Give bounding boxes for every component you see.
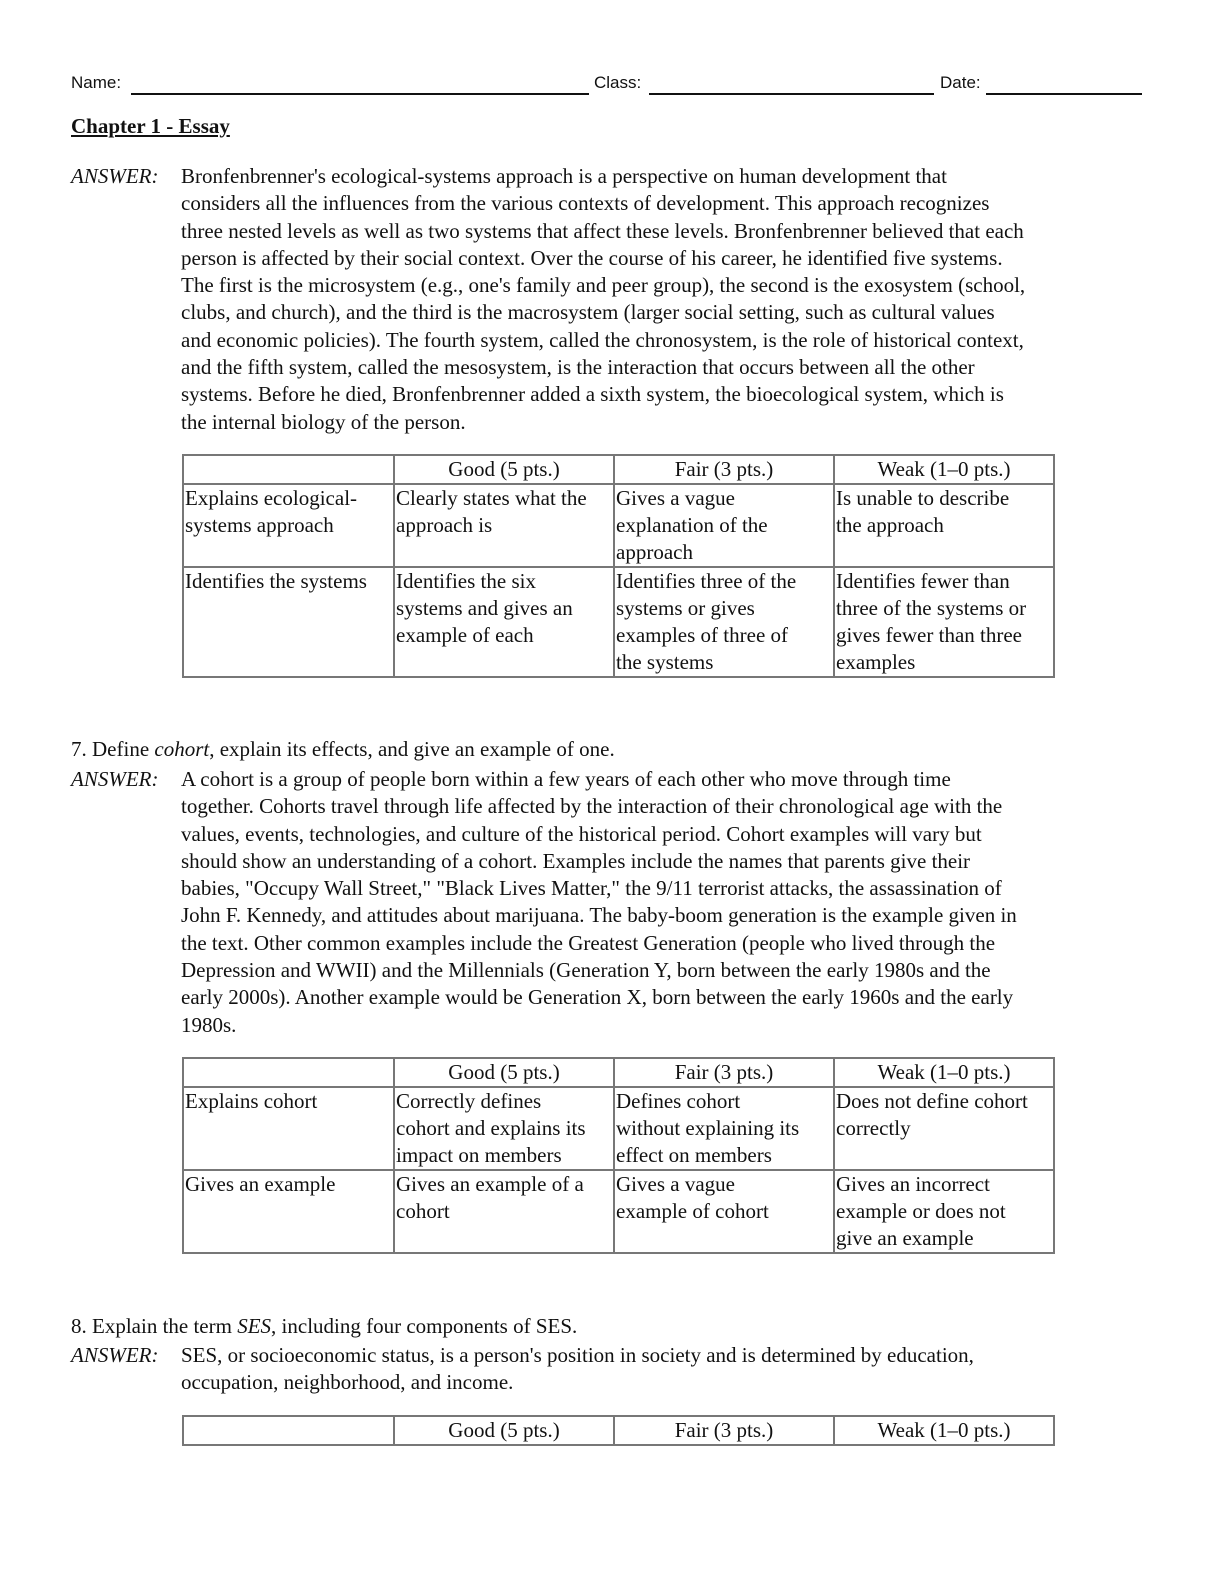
rubric-table — [182, 1415, 1055, 1446]
rubric-header-row — [183, 455, 1054, 484]
rubric-criterion-cell: Identifies the systems — [183, 567, 394, 677]
rubric-header-cell: Fair (3 pts.) — [614, 1058, 834, 1087]
answer-label: ANSWER: — [71, 164, 159, 188]
rubric-row — [183, 1170, 1054, 1253]
rubric-cell: Correctly defines cohort and explains its impact on members — [394, 1087, 614, 1170]
rubric-row — [183, 1087, 1054, 1170]
rubric-table — [182, 454, 1055, 678]
rubric-cell: Gives a vague explanation of the approach — [614, 484, 834, 567]
answer-text: Bronfenbrenner's ecological-systems approach is a perspective on human development that considers all the influences from the various contexts of development. This approach recognizes three nested levels as well as two systems that affect these levels. Bronfenbrenner believed that each person is affected by their social context. Over the course of his career, he identified five systems. The first is the microsystem (e.g., one's family and peer group), the second is the exosystem (school, clubs, and church), and the third is the macrosystem (larger social setting, such as cultural values and economic policies). The fourth system, called the chronosystem, is the role of historical context, and the fifth system, called the mesosystem, is the interaction that occurs between all the other systems. Before he died, Bronfenbrenner added a sixth system, the bioecological system, which is the internal biology of the person. — [181, 164, 1026, 434]
question-text: , explain its effects, and give an example of one. — [209, 737, 615, 761]
chapter-title: Chapter 1 - Essay — [71, 114, 230, 138]
rubric-header-cell: Good (5 pts.) — [394, 455, 614, 484]
rubric-cell: Identifies three of the systems or gives examples of three of the systems — [614, 567, 834, 677]
question-term: cohort — [154, 737, 210, 761]
rubric-header-cell: Good (5 pts.) — [394, 1058, 614, 1087]
answer-text: A cohort is a group of people born within a few years of each other who move through time together. Cohorts travel through life affected by the interaction of their chronological age with the values, events, technologies, and culture of the historical period. Cohort examples will vary but should show an understanding of a cohort. Examples include the names that parents give their babies, "Occupy Wall Street," "Black Lives Matter," the 9/11 terrorist attacks, the assassination of John F. Kennedy, and attitudes about marijuana. The baby-boom generation is the example given in the text. Other common examples include the Greatest Generation (people who lived through the Depression and WWII) and the Millennials (Generation Y, born between the early 1980s and the early 2000s). Another example would be Generation X, born between the early 1960s and the early 1980s. — [181, 767, 1017, 1037]
name-field-line — [131, 93, 589, 95]
rubric-criterion-cell: Explains cohort — [183, 1087, 394, 1170]
rubric-header-cell — [183, 1416, 394, 1445]
rubric-criterion-cell: Gives an example — [183, 1170, 394, 1253]
class-field-line — [649, 93, 934, 95]
rubric-cell: Clearly states what the approach is — [394, 484, 614, 567]
question-text: 7. Define — [71, 737, 155, 761]
answer-label: ANSWER: — [71, 1343, 159, 1367]
rubric-cell: Gives an example of a cohort — [394, 1170, 614, 1253]
date-field-line — [986, 93, 1142, 95]
rubric-table — [182, 1057, 1055, 1254]
rubric-header-cell — [183, 455, 394, 484]
rubric-header-cell: Weak (1–0 pts.) — [834, 1058, 1054, 1087]
class-label: Class: — [594, 73, 642, 92]
rubric-cell: Identifies the six systems and gives an example of each — [394, 567, 614, 677]
rubric-header-cell: Fair (3 pts.) — [614, 455, 834, 484]
question-term: SES — [237, 1314, 272, 1338]
rubric-header-row — [183, 1416, 1054, 1445]
rubric-header-cell: Good (5 pts.) — [394, 1416, 614, 1445]
question-text: , including four components of SES. — [271, 1314, 578, 1338]
date-label: Date: — [940, 73, 981, 92]
rubric-header-row — [183, 1058, 1054, 1087]
rubric-row — [183, 567, 1054, 677]
answer-label: ANSWER: — [71, 767, 159, 791]
answer-text: SES, or socioeconomic status, is a person's position in society and is determined by education, occupation, neighborhood, and income. — [181, 1343, 974, 1395]
question-7 — [71, 736, 615, 763]
rubric-cell: Identifies fewer than three of the systems or gives fewer than three examples — [834, 567, 1054, 677]
rubric-cell: Gives a vague example of cohort — [614, 1170, 834, 1253]
question-8 — [71, 1313, 577, 1340]
rubric-header-cell: Weak (1–0 pts.) — [834, 1416, 1054, 1445]
rubric-header-cell — [183, 1058, 394, 1087]
name-label: Name: — [71, 73, 122, 92]
rubric-cell: Gives an incorrect example or does not give an example — [834, 1170, 1054, 1253]
rubric-cell: Defines cohort without explaining its effect on members — [614, 1087, 834, 1170]
rubric-cell: Is unable to describe the approach — [834, 484, 1054, 567]
student-info-header — [71, 73, 1142, 97]
question-text: 8. Explain the term — [71, 1314, 238, 1338]
rubric-header-cell: Fair (3 pts.) — [614, 1416, 834, 1445]
rubric-cell: Does not define cohort correctly — [834, 1087, 1054, 1170]
rubric-criterion-cell: Explains ecological- systems approach — [183, 484, 394, 567]
rubric-row — [183, 484, 1054, 567]
rubric-header-cell: Weak (1–0 pts.) — [834, 455, 1054, 484]
